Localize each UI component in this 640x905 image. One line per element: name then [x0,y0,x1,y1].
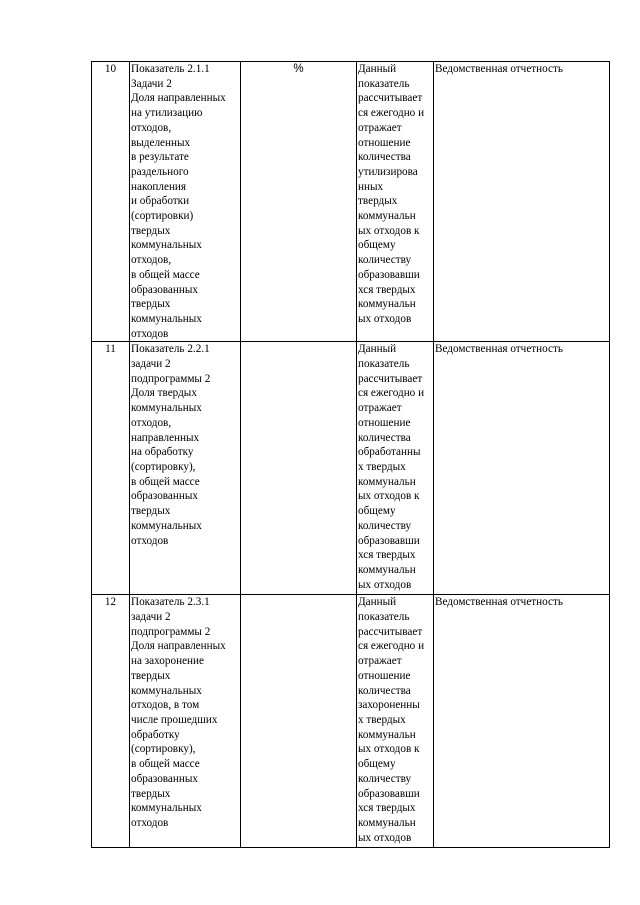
calculation-method-line: общему [358,505,396,518]
calculation-method-line: хся твердых [358,802,416,815]
indicator-name-line: выделенных [131,136,191,149]
calculation-method-line: рассчитывает [358,92,423,105]
indicator-name-line: Показатель 2.3.1 [131,596,210,609]
calculation-method-line: хся твердых [358,283,416,296]
indicator-name-line: твердых [131,669,171,682]
calculation-method-line: количества [358,684,411,697]
unit-cell [241,595,357,848]
calculation-method-line: Данный [358,343,397,356]
indicator-name-line: Показатель 2.2.1 [131,343,210,356]
indicator-name-line: раздельного [131,165,189,178]
calculation-method-line: количеству [358,519,412,532]
data-source-cell: Ведомственная отчетность [434,342,610,595]
calculation-method-line: общему [358,239,396,252]
indicator-name-line: в результате [131,151,189,164]
table-row [92,62,610,342]
calculation-method-line: показатель [358,358,410,371]
indicator-name-cell [130,595,241,848]
unit-cell [241,342,357,595]
calculation-method-line: ся ежегодно и [358,387,425,400]
indicator-name-line: отходов, [131,416,172,429]
calculation-method-cell [357,342,434,595]
indicator-name-line: обработку [131,728,180,741]
indicator-name-line: коммунальных [131,519,202,532]
calculation-method-line: нных [358,180,384,193]
calculation-method-line: отношение [358,416,411,429]
indicator-name-line: твердых [131,224,171,237]
calculation-method-line: ых отходов к [358,743,420,756]
indicator-name-line: отходов, [131,254,172,267]
calculation-method-line: коммунальн [358,298,416,311]
calculation-method-line: коммунальн [358,816,416,829]
indicator-name-line: коммунальных [131,802,202,815]
indicator-name-line: задачи 2 [131,358,171,371]
calculation-method-line: образовавши [358,534,420,547]
calculation-method-line: х твердых [358,713,406,726]
calculation-method-line: отношение [358,136,411,149]
indicator-name-line: (сортировку), [131,460,196,473]
indicators-table [91,61,610,848]
indicator-name-line: Задачи 2 [131,77,172,90]
calculation-method-line: х твердых [358,460,406,473]
calculation-method-cell [357,595,434,848]
calculation-method-line: хся твердых [358,549,416,562]
indicator-name-line: на обработку [131,446,194,459]
calculation-method-line: ся ежегодно и [358,640,425,653]
calculation-method-line: отражает [358,402,402,415]
calculation-method-line: количества [358,151,411,164]
indicator-name-line: твердых [131,298,171,311]
row-number-cell: 11 [92,342,130,595]
indicator-name-line: отходов [131,534,169,547]
indicator-name-line: коммунальных [131,402,202,415]
calculation-method-cell [357,62,434,342]
indicator-name-line: и обработки [131,195,190,208]
indicator-name-line: (сортировки) [131,210,194,223]
calculation-method-line: ых отходов к [358,490,420,503]
indicator-name-line: отходов [131,327,169,340]
indicator-name-line: накопления [131,180,187,193]
indicator-name-line: Доля направленных [131,640,226,653]
calculation-method-line: захороненны [358,699,420,712]
calculation-method-line: коммунальн [358,563,416,576]
indicators-table-body [92,62,610,848]
indicator-name-line: в общей массе [131,758,200,771]
calculation-method-line: показатель [358,77,410,90]
indicator-name-line: подпрограммы 2 [131,372,211,385]
calculation-method-line: ых отходов [358,578,412,591]
indicator-name-line: задачи 2 [131,611,171,624]
indicator-name-line: твердых [131,505,171,518]
indicator-name-line: коммунальных [131,312,202,325]
table-row [92,342,610,595]
row-number-cell: 12 [92,595,130,848]
indicator-name-line: отходов, [131,121,172,134]
calculation-method-line: ся ежегодно и [358,107,425,120]
calculation-method-line: количества [358,431,411,444]
calculation-method-line: ых отходов [358,831,412,844]
indicator-name-line: числе прошедших [131,713,218,726]
indicator-name-line: твердых [131,787,171,800]
calculation-method-line: утилизирова [358,165,418,178]
indicator-name-line: на утилизацию [131,107,203,120]
calculation-method-line: обработанны [358,446,421,459]
calculation-method-line: коммунальн [358,210,416,223]
calculation-method-line: коммунальн [358,475,416,488]
calculation-method-line: образовавши [358,787,420,800]
data-source-cell: Ведомственная отчетность [434,62,610,342]
calculation-method-line: ых отходов [358,312,412,325]
indicator-name-line: Доля направленных [131,92,226,105]
calculation-method-line: количеству [358,772,412,785]
calculation-method-line: ых отходов к [358,224,420,237]
indicator-name-cell [130,342,241,595]
indicator-name-line: образованных [131,283,198,296]
indicator-name-line: на захоронение [131,655,204,668]
indicator-name-line: в общей массе [131,268,200,281]
indicator-name-line: направленных [131,431,200,444]
calculation-method-line: отражает [358,121,402,134]
calculation-method-line: коммунальн [358,728,416,741]
calculation-method-line: Данный [358,596,397,609]
unit-cell: % [241,62,357,342]
indicator-name-line: коммунальных [131,239,202,252]
indicator-name-line: (сортировку), [131,743,196,756]
indicator-name-cell [130,62,241,342]
indicator-name-line: коммунальных [131,684,202,697]
calculation-method-line: рассчитывает [358,372,423,385]
indicator-name-line: в общей массе [131,475,200,488]
table-row [92,595,610,848]
calculation-method-line: общему [358,758,396,771]
row-number-cell: 10 [92,62,130,342]
indicator-name-line: Доля твердых [131,387,197,400]
calculation-method-line: отношение [358,669,411,682]
calculation-method-line: рассчитывает [358,625,423,638]
indicator-name-line: отходов, в том [131,699,200,712]
indicator-name-line: образованных [131,772,198,785]
indicator-name-line: образованных [131,490,198,503]
indicator-name-line: Показатель 2.1.1 [131,63,210,75]
calculation-method-line: количеству [358,254,412,267]
calculation-method-line: Данный [358,63,397,75]
calculation-method-line: показатель [358,611,410,624]
calculation-method-line: отражает [358,655,402,668]
calculation-method-line: твердых [358,195,398,208]
calculation-method-line: образовавши [358,268,420,281]
indicator-name-line: отходов [131,816,169,829]
data-source-cell: Ведомственная отчетность [434,595,610,848]
indicator-name-line: подпрограммы 2 [131,625,211,638]
